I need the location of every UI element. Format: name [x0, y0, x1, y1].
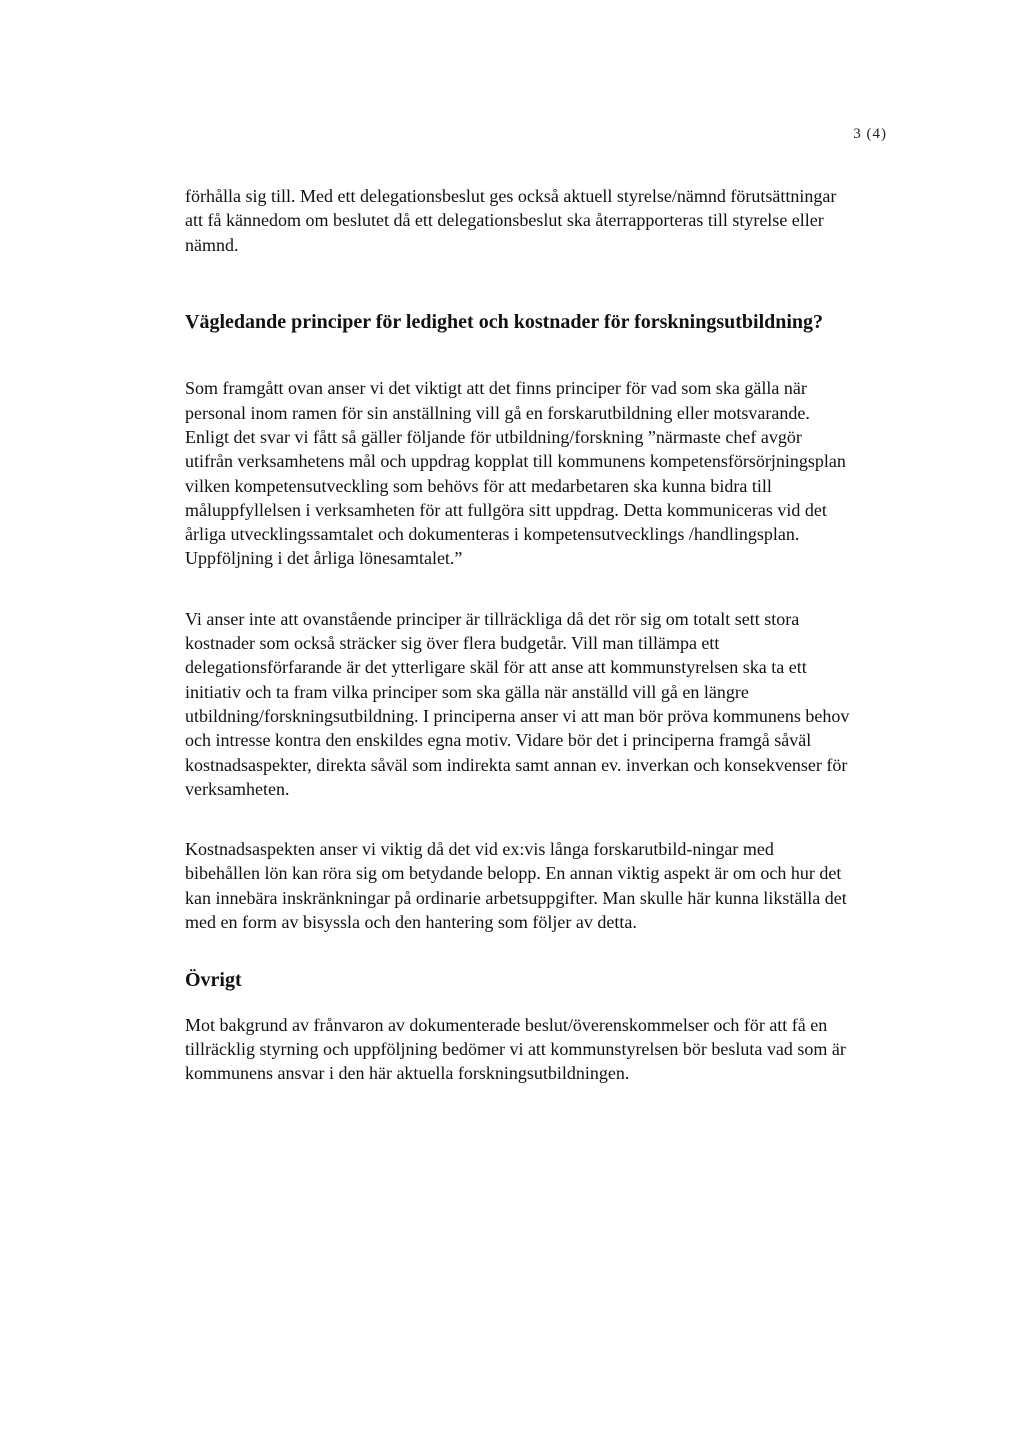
paragraph-cost-aspects: Kostnadsaspekten anser vi viktig då det vid ex:vis långa forskarutbild-ningar med bibehållen lön kan röra sig om betydande belopp. En annan viktig aspekt är om och hur det kan innebära inskränkningar på ordinarie arbetsuppgifter. Man skulle här kunna likställa det med en form av bisyssla och den hantering som följer av detta. — [185, 839, 847, 933]
page-number: 3 (4) — [853, 126, 887, 142]
paragraph-conclusion: Mot bakgrund av frånvaron av dokumenterade beslut/överenskommelser och för att få en tillräcklig styrning och uppföljning bedömer vi att kommunstyrelsen bör besluta vad som är kommunens ansvar i den här aktuella forskningsutbildningen. — [185, 1014, 846, 1084]
section-heading-principles: Vägledande principer för ledighet och kostnader för forskningsutbildning? — [185, 310, 824, 333]
intro-paragraph: förhålla sig till. Med ett delegationsbeslut ges också aktuell styrelse/nämnd förutsättningar att få kännedom om beslutet då ett delegationsbeslut ska återrapporteras till styrelse eller nämnd. — [185, 186, 837, 255]
section-heading-other: Övrigt — [185, 969, 242, 992]
paragraph-principles-assessment: Vi anser inte att ovanstående principer är tillräckliga då det rör sig om totalt sett stora kostnader som också sträcker sig över flera budgetår. Vill man tillämpa ett delegationsförfarande är det ytterligare skäl för att anse att kommunstyrelsen ska ta ett initiativ och ta fram vilka principer som ska gälla när anställd vill gå en längre utbildning/forskningsutbildning. I principerna anser vi att man bör pröva kommunens behov och intresse kontra den enskildes egna motiv. Vidare bör det i principerna framgå såväl kostnadsaspekter, direkta såväl som indirekta samt annan ev. inverkan och konsekvenser för verksamheten. — [185, 608, 850, 799]
paragraph-principles-current: Som framgått ovan anser vi det viktigt att det finns principer för vad som ska gälla när personal inom ramen för sin anställning vill gå en forskarutbildning eller motsvarande. Enligt det svar vi fått så gäller följande för utbildning/forskning ”närmaste chef avgör utifrån verksamhetens mål och uppdrag kopplat till kommunens kompetensförsörjningsplan vilken kompetensutveckling som behövs för att medarbetaren ska kunna bidra till måluppfyllelsen i verksamheten för att fullgöra sitt uppdrag. Detta kommuniceras vid det årliga utvecklingssamtalet och dokumenteras i kompetensutvecklings /handlingsplan. Uppföljning i det årliga lönesamtalet.” — [185, 378, 846, 569]
document-body — [185, 184, 850, 1086]
